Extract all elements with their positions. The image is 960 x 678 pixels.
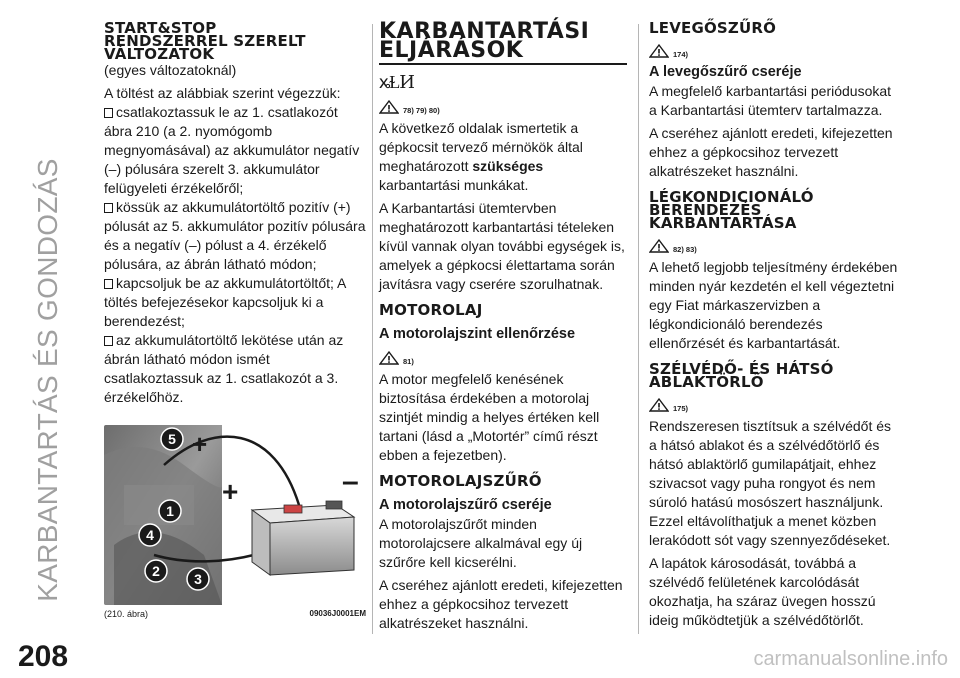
section-heading-maintenance	[379, 19, 627, 63]
step-text: kapcsoljuk be az akkumulátortöltőt; A töltés befejezésekor kapcsoljuk ki a berendezést;	[104, 275, 346, 329]
section-heading-motorolaj: MOTOROLAJ	[379, 301, 483, 319]
section-heading-levegoszuro: LEVEGŐSZŰRŐ	[649, 19, 777, 37]
paragraph: A lapátok károsodását, továbbá a szélvédő felületének karcolódását okozhatja, ha száraz üvegen hosszú ideig működtetjük a szélvédőtörlőt.	[649, 555, 876, 628]
minus-sign: –	[342, 465, 359, 498]
note-refs: 78) 79) 80)	[403, 106, 440, 115]
figure-caption-label: (210. ábra)	[104, 609, 149, 619]
note-refs: 81)	[403, 357, 414, 366]
checkbox-bullet-icon	[104, 336, 113, 346]
figure-caption	[104, 609, 366, 619]
paragraph: A motor megfelelő kenésének biztosítása érdekében a motorolaj szintjét mindig a helyes értéken kell tartani (lásd a „Motortér” című részt ebben a fejezetben).	[379, 371, 600, 463]
column-divider	[372, 24, 373, 634]
step-item	[104, 331, 366, 407]
callout-5	[161, 428, 183, 450]
warning-icon	[649, 397, 669, 413]
column-filters	[649, 19, 899, 630]
intro-text: A töltést az alábbiak szerint végezzük:	[104, 85, 341, 101]
brand-logo	[379, 71, 627, 93]
subheading: A motorolajszűrő cseréje	[379, 497, 552, 513]
heading-line: LÉGKONDICIONÁLÓ	[649, 188, 814, 206]
heading-line: ABLAKTÖRLŐ	[649, 373, 764, 391]
heading-line: RENDSZERREL SZERELT	[104, 32, 306, 50]
svg-text:3: 3	[194, 571, 202, 587]
heading-line: KARBANTARTÁSA	[649, 214, 797, 232]
heading-line: KARBANTARTÁSI	[379, 19, 590, 44]
heading-line: ELJÁRÁSOK	[379, 38, 524, 63]
chapter-side-title: KARBANTARTÁS ÉS GONDOZÁS	[32, 158, 63, 602]
callout-2	[145, 560, 167, 582]
section-heading-motorolajszuro: MOTOROLAJSZŰRŐ	[379, 472, 542, 490]
column-divider	[638, 24, 639, 634]
paragraph: A motorolajszűrőt minden motorolajcsere alkalmával egy új szűrőre kell kicserélni.	[379, 516, 583, 570]
paragraph: Rendszeresen tisztítsuk a szélvédőt és a hátsó ablakot és a szélvédőtörlő és hátsó ablaktörlő gumilapátjait, ehhez szivacsot vagy puha rongyot és nem súroló hatású mosószert használjunk. Ezzel eltávolíthatjuk a menet közben lerakódott sót vagy szennyeződéseket.	[649, 418, 892, 548]
checkbox-bullet-icon	[104, 279, 113, 289]
step-item	[104, 103, 366, 198]
step-item	[104, 274, 366, 331]
note-refs: 82) 83)	[673, 245, 697, 254]
note-refs: 175)	[673, 404, 689, 413]
warning-icon	[649, 238, 669, 254]
paragraph: A cseréhez ajánlott eredeti, kifejezetten ehhez a gépkocsihoz tervezett alkatrészeket használni.	[379, 577, 623, 631]
callout-1	[159, 500, 181, 522]
heading-line: BERENDEZÉS	[649, 201, 762, 219]
warning-icon	[379, 350, 399, 366]
checkbox-bullet-icon	[104, 203, 113, 213]
note-reference	[379, 348, 627, 366]
brand-logo-text: ꭖⱢИ	[379, 72, 414, 93]
paragraph: A megfelelő karbantartási periódusokat a Karbantartási ütemterv tartalmazza.	[649, 83, 892, 118]
text-run: A következő oldalak ismertetik a gépkocsit tervező mérnökök által meghatározott	[379, 120, 583, 174]
warning-icon	[649, 43, 669, 59]
note-reference	[649, 395, 899, 413]
heading-line: START&STOP	[104, 19, 217, 37]
text-run: karbantartási munkákat.	[379, 177, 529, 193]
step-text: az akkumulátortöltő lekötése után az ábrán látható módon ismét csatlakoztassuk az 1. csatlakozót a 3. érzékelőhöz.	[104, 332, 344, 405]
plus-sign: +	[192, 429, 208, 459]
svg-text:4: 4	[146, 527, 154, 543]
column-maintenance	[379, 19, 627, 633]
subheading: A motorolajszint ellenőrzése	[379, 326, 576, 342]
heading-subtitle: (egyes változatoknál)	[104, 62, 237, 78]
bold-text: szükséges	[472, 158, 544, 174]
section-heading-start-stop	[104, 19, 366, 63]
figure-code: 09036J0001EM	[309, 609, 366, 618]
checkbox-bullet-icon	[104, 108, 113, 118]
section-heading-szelvedo	[649, 360, 899, 391]
note-reference	[379, 97, 627, 115]
watermark: carmanualsonline.info	[753, 648, 948, 670]
callout-4	[139, 524, 161, 546]
paragraph	[379, 119, 627, 195]
paragraph: A cseréhez ajánlott eredeti, kifejezetten ehhez a gépkocsihoz tervezett alkatrészeket használni.	[649, 125, 893, 179]
note-reference	[649, 41, 899, 59]
svg-text:2: 2	[152, 563, 160, 579]
heading-line: VÁLTOZATOK	[104, 45, 215, 63]
battery-diagram-icon	[104, 425, 366, 605]
column-start-stop	[104, 19, 366, 407]
plus-sign: +	[222, 476, 239, 507]
step-text: kössük az akkumulátortöltő pozitív (+) pólusát az 5. akkumulátor pozitív pólusára és a negatív (–) pólust a 4. érzékelő pólusára, az ábrán látható módon;	[104, 199, 366, 272]
paragraph: A lehető legjobb teljesítmény érdekében minden nyár kezdetén el kell végeztetni egy Fiat márkaszervizben a légkondicionáló berendezés ellenőrzését és karbantartását.	[649, 259, 898, 351]
svg-text:5: 5	[168, 431, 176, 447]
note-reference	[649, 236, 899, 254]
page-number: 208	[18, 640, 69, 673]
heading-underline	[379, 63, 627, 65]
battery-illustration	[104, 425, 366, 605]
step-text: csatlakoztassuk le az 1. csatlakozót ábra 210 (a 2. nyomógomb megnyomásával) az akkumulátor negatív (–) pólusára szerelt 3. akkumulátor felügyeleti érzékelőről;	[104, 104, 360, 196]
subheading: A levegőszűrő cseréje	[649, 64, 802, 80]
section-heading-klima	[649, 188, 899, 232]
book-note-icon	[379, 99, 399, 115]
figure-battery-charging	[104, 425, 366, 625]
callout-3	[187, 568, 209, 590]
note-refs: 174)	[673, 50, 689, 59]
svg-text:1: 1	[166, 503, 174, 519]
step-item	[104, 198, 366, 274]
heading-line: SZÉLVÉDŐ- ÉS HÁTSÓ	[649, 360, 834, 378]
paragraph: A Karbantartási ütemtervben meghatározott karbantartási tételeken kívül vannak olyan további egységek is, amelyek a gépkocsi élettartama során javításra vagy cserére szorulhatnak.	[379, 200, 625, 292]
